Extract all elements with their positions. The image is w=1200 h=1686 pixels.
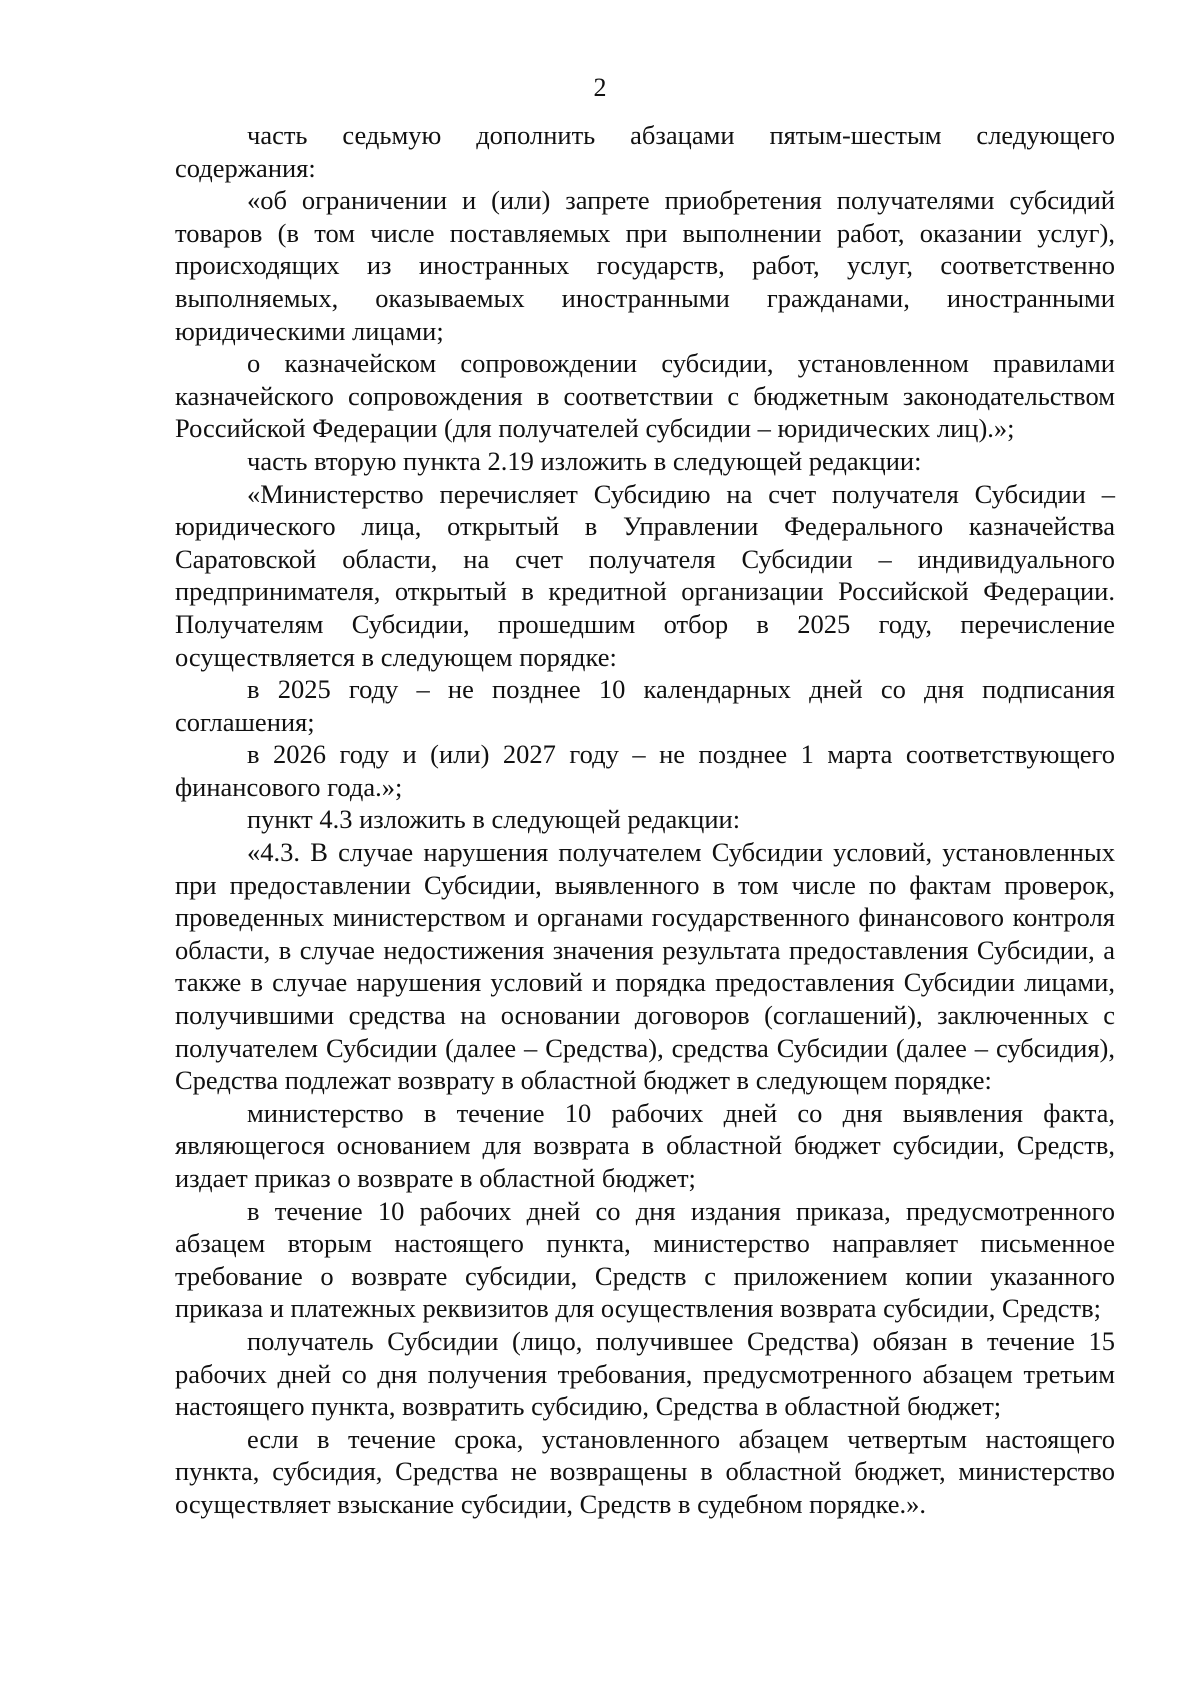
paragraph-12: получатель Субсидии (лицо, получившее Средства) обязан в течение 15 рабочих дней со дня получения требования, предусмотренного абзацем третьим настоящего пункта, возвратить субсидию, Средства в областной бюджет; — [175, 1325, 1115, 1422]
paragraph-9: «4.3. В случае нарушения получателем Субсидии условий, установленных при предоставлении Субсидии, выявленного в том числе по фактам проверок, проведенных министерством и органами государственного финансового контроля области, в случае недостижения значения результата предоставления Субсидии, а также в случае нарушения условий и порядка предоставления Субсидии лицами, получившими средства на основании договоров (соглашений), заключенных с получателем Субсидии (далее – Средства), средства Субсидии (далее – субсидия), Средства подлежат возврату в областной бюджет в следующем порядке: — [175, 837, 1115, 1096]
paragraph-8: пункт 4.3 изложить в следующей редакции: — [247, 804, 741, 835]
paragraph-3: о казначейском сопровождении субсидии, установленном правилами казначейского сопровождения в соответствии с бюджетным законодательством Российской Федерации (для получателей субсидии – юридических лиц).»; — [175, 348, 1115, 444]
paragraph-6: в 2025 году – не позднее 10 календарных дней со дня подписания соглашения; — [175, 674, 1115, 737]
paragraph-13: если в течение срока, установленного абзацем четвертым настоящего пункта, субсидия, Средства не возвращены в областной бюджет, министерство осуществляет взыскание субсидии, Средств в судебном порядке.». — [175, 1423, 1115, 1519]
paragraph-5: «Министерство перечисляет Субсидию на счет получателя Субсидии – юридического лица, открытый в Управлении Федерального казначейства Саратовской области, на счет получателя Субсидии – индивидуального предпринимателя, открытый в кредитной организации Российской Федерации. Получателям Субсидии, прошедшим отбор в 2025 году, перечисление осуществляется в следующем порядке: — [175, 478, 1115, 672]
document-body — [175, 119, 1115, 1521]
paragraph-10: министерство в течение 10 рабочих дней со дня выявления факта, являющегося основанием для возврата в областной бюджет субсидии, Средств, издает приказ о возврате в областной бюджет; — [175, 1097, 1115, 1193]
paragraph-7: в 2026 году и (или) 2027 году – не позднее 1 марта соответствующего финансового года.»; — [175, 739, 1115, 802]
paragraph-4: часть вторую пункта 2.19 изложить в следующей редакции: — [247, 445, 922, 476]
paragraph-2: «об ограничении и (или) запрете приобретения получателями субсидий товаров (в том числе поставляемых при выполнении работ, оказании услуг), происходящих из иностранных государств, работ, услуг, соответственно выполняемых, оказываемых иностранными гражданами, иностранными юридическими лицами; — [175, 185, 1115, 346]
paragraph-11: в течение 10 рабочих дней со дня издания приказа, предусмотренного абзацем вторым настоящего пункта, министерство направляет письменное требование о возврате субсидии, Средств с приложением копии указанного приказа и платежных реквизитов для осуществления возврата субсидии, Средств; — [175, 1195, 1115, 1324]
paragraph-1: часть седьмую дополнить абзацами пятым-шестым следующего содержания: — [175, 120, 1115, 183]
page-number: 2 — [593, 73, 607, 102]
